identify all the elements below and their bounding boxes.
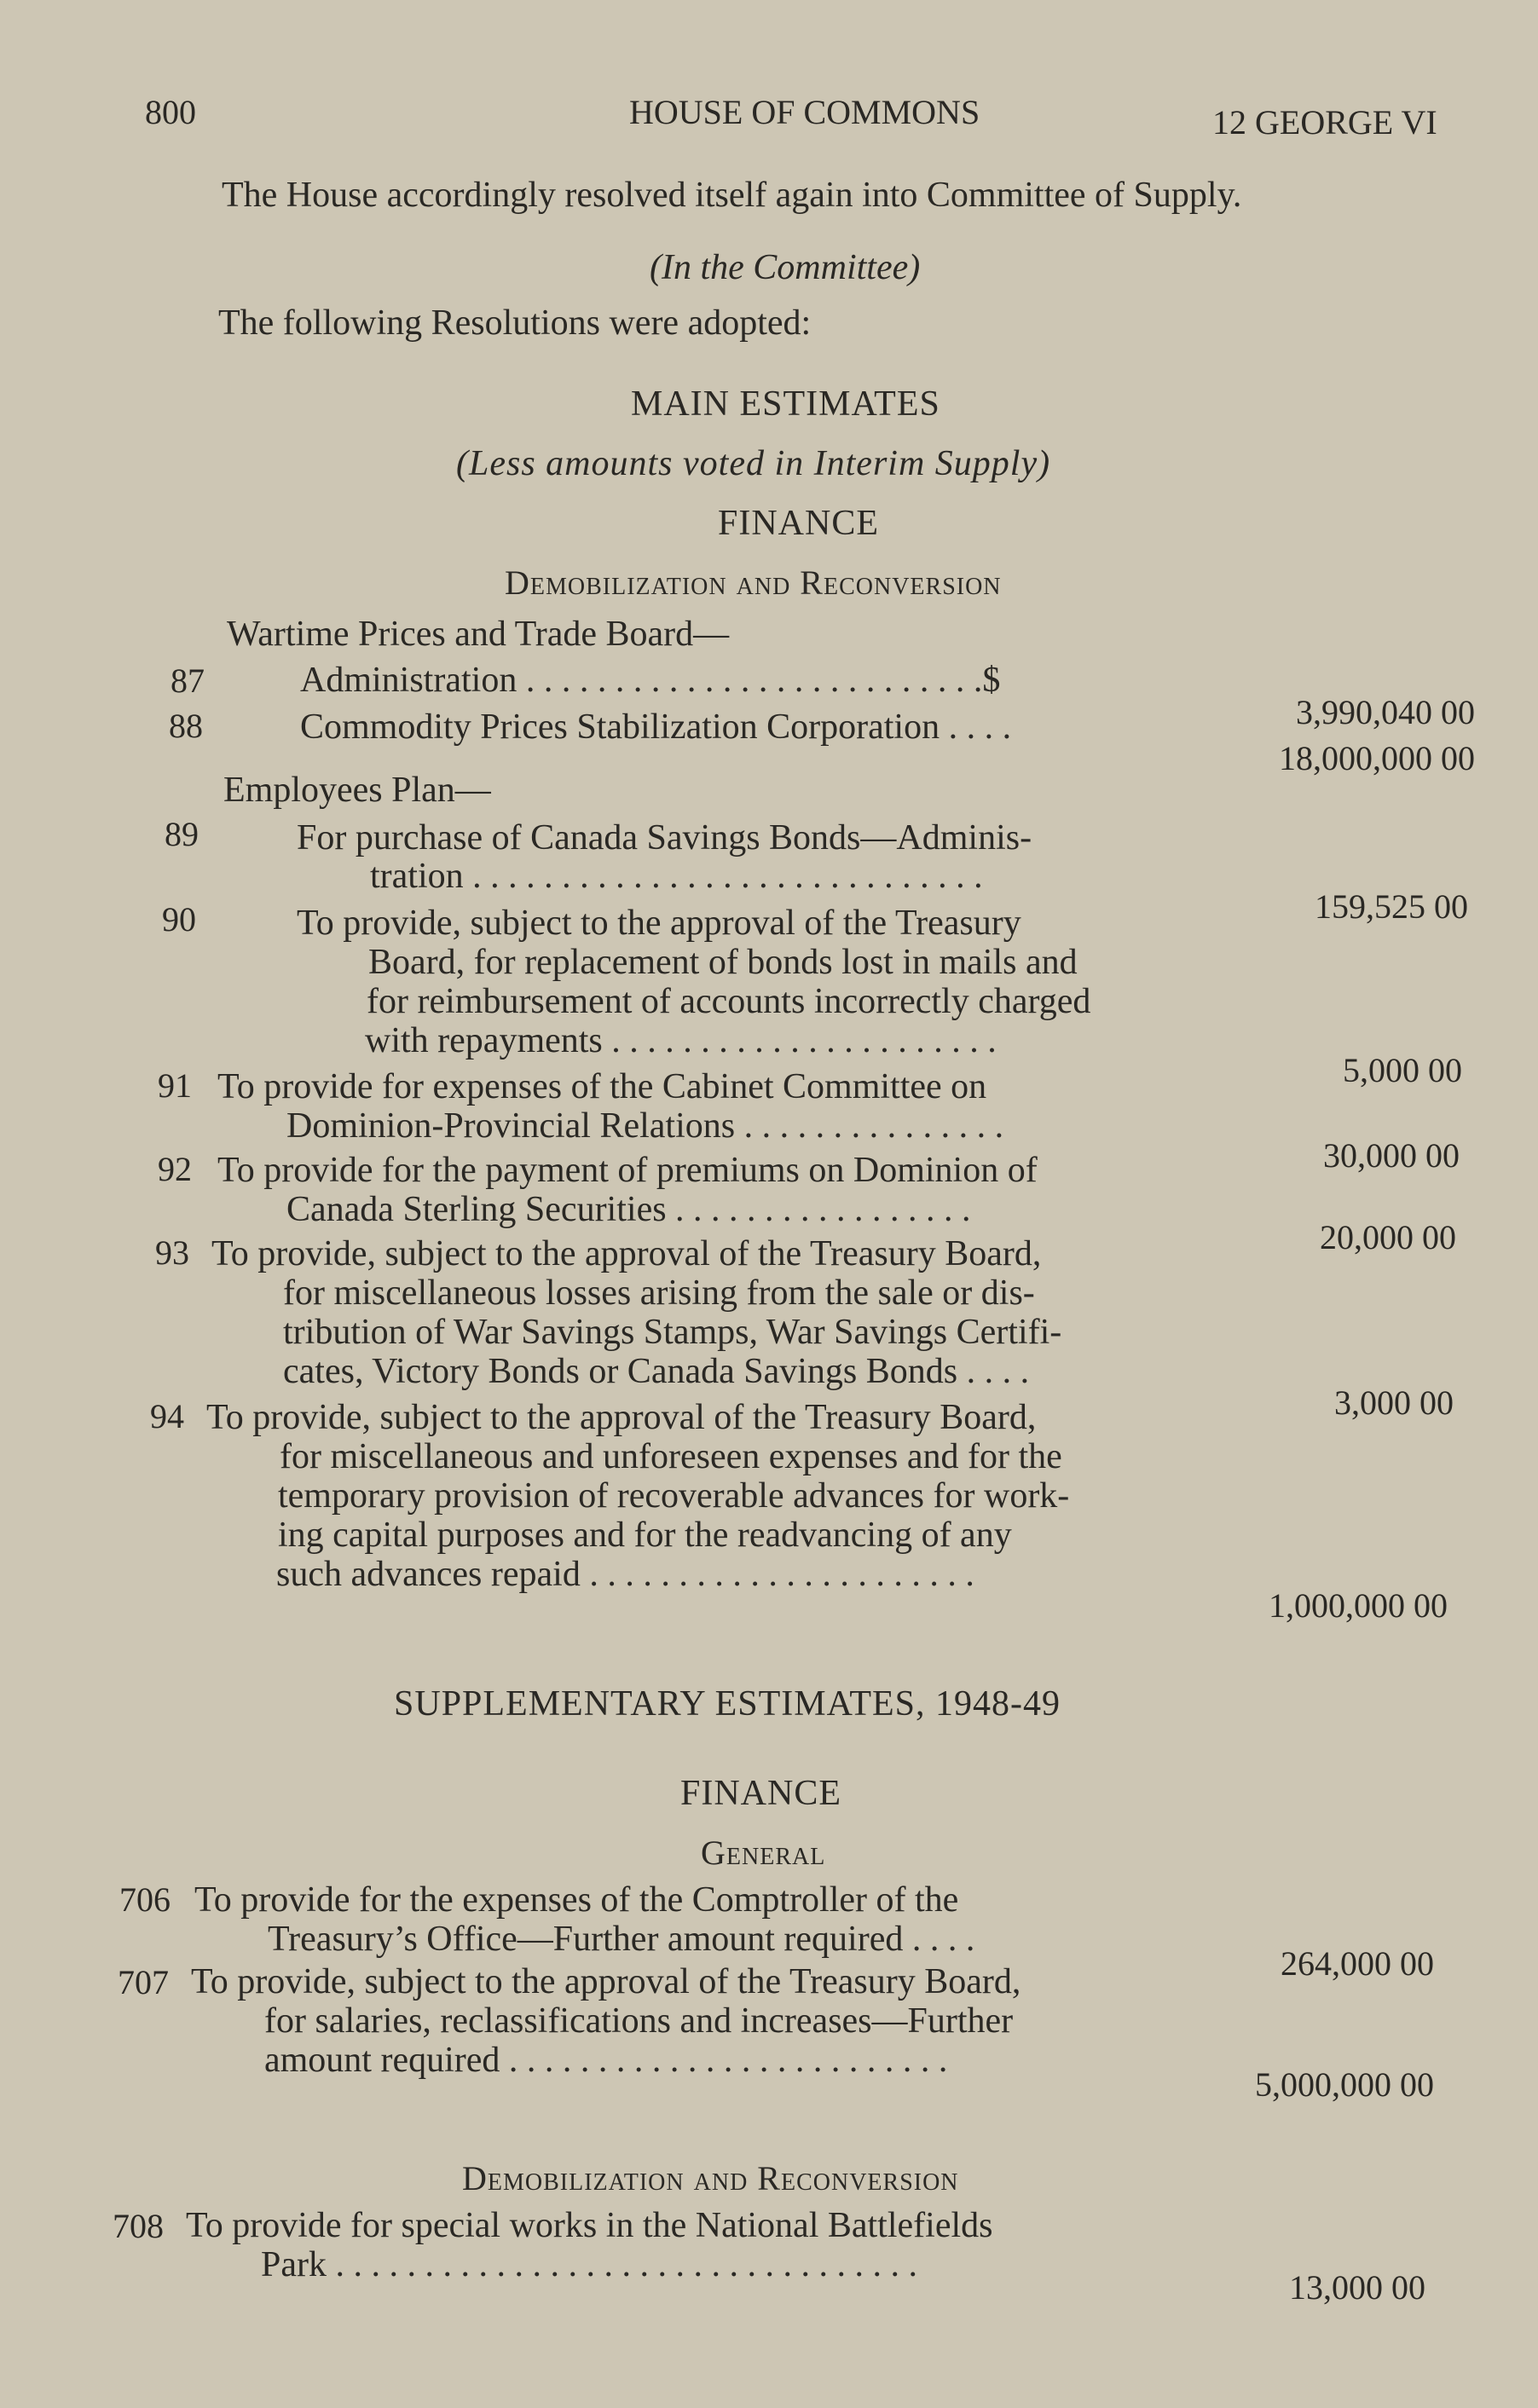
item-description-line: To provide for expenses of the Cabinet Committee on xyxy=(217,1067,987,1106)
supplementary-heading: SUPPLEMENTARY ESTIMATES, 1948-49 xyxy=(394,1684,1061,1724)
item-amount: 159,525 00 xyxy=(1315,887,1468,926)
item-amount: 13,000 00 xyxy=(1289,2268,1425,2307)
item-description-line: Canada Sterling Securities . . . . . . . . . . . . . . . . . xyxy=(286,1190,971,1229)
page-number: 800 xyxy=(145,93,196,131)
item-number: 91 xyxy=(158,1066,192,1105)
item-description-line: for reimbursement of accounts incorrectly charged xyxy=(367,982,1091,1021)
item-description-line: ing capital purposes and for the readvancing of any xyxy=(278,1516,1012,1555)
item-description-line: To provide for the payment of premiums on Dominion of xyxy=(217,1151,1038,1190)
item-description-line: tration . . . . . . . . . . . . . . . . . . . . . . . . . . . . . xyxy=(370,857,983,896)
item-amount: 3,000 00 xyxy=(1334,1383,1454,1422)
item-description: Administration . . . . . . . . . . . . . . . . . . . . . . . . . .$ xyxy=(300,661,1001,700)
main-estimates-subheading: (Less amounts voted in Interim Supply) xyxy=(456,444,1051,483)
item-number: 87 xyxy=(171,661,205,700)
intro-resolved: The House accordingly resolved itself again into Committee of Supply. xyxy=(222,176,1242,215)
item-description-line: To provide for special works in the National Battlefields xyxy=(186,2206,993,2245)
section-general-heading: General xyxy=(701,1833,826,1872)
item-description-line: tribution of War Savings Stamps, War Savings Certifi- xyxy=(283,1313,1062,1352)
main-dept-heading: FINANCE xyxy=(718,504,880,543)
item-amount: 18,000,000 00 xyxy=(1279,739,1475,777)
item-description-line: with repayments . . . . . . . . . . . . . . . . . . . . . . xyxy=(365,1021,997,1060)
item-description-line: amount required . . . . . . . . . . . . . . . . . . . . . . . . . xyxy=(264,2041,948,2080)
item-description-line: Board, for replacement of bonds lost in mails and xyxy=(368,943,1078,982)
item-amount: 3,990,040 00 xyxy=(1296,693,1475,731)
item-description-line: Dominion-Provincial Relations . . . . . . . . . . . . . . . xyxy=(286,1106,1004,1146)
item-description-line: Treasury’s Office—Further amount required . . . . xyxy=(268,1920,975,1959)
intro-adopted: The following Resolutions were adopted: xyxy=(218,303,812,343)
running-title: HOUSE OF COMMONS xyxy=(629,93,980,131)
item-description-line: Park . . . . . . . . . . . . . . . . . . . . . . . . . . . . . . . . . xyxy=(261,2245,917,2284)
item-number: 707 xyxy=(118,1963,169,2001)
item-description-line: for miscellaneous losses arising from the sale or dis- xyxy=(283,1273,1035,1313)
item-amount: 20,000 00 xyxy=(1320,1218,1456,1256)
item-amount: 1,000,000 00 xyxy=(1269,1586,1448,1625)
item-description: Commodity Prices Stabilization Corporation . . . . xyxy=(300,707,1012,747)
item-description-line: To provide, subject to the approval of the Treasury Board, xyxy=(206,1398,1037,1437)
item-description-line: To provide for the expenses of the Comptroller of the xyxy=(194,1880,959,1920)
item-description-line: To provide, subject to the approval of the Treasury Board, xyxy=(191,1962,1021,2001)
item-description-line: temporary provision of recoverable advances for work- xyxy=(278,1476,1070,1516)
item-amount: 30,000 00 xyxy=(1323,1136,1460,1175)
item-amount: 5,000 00 xyxy=(1343,1051,1462,1089)
group-wartime-prices: Wartime Prices and Trade Board— xyxy=(227,615,730,654)
item-number: 92 xyxy=(158,1150,192,1188)
item-amount: 5,000,000 00 xyxy=(1255,2065,1434,2104)
group-employees-plan: Employees Plan— xyxy=(223,771,491,810)
item-number: 94 xyxy=(150,1397,184,1435)
item-description-line: cates, Victory Bonds or Canada Savings Bonds . . . . xyxy=(283,1352,1030,1391)
item-description-line: To provide, subject to the approval of the Treasury xyxy=(297,904,1021,943)
item-number: 90 xyxy=(162,900,196,938)
supplementary-dept-heading: FINANCE xyxy=(680,1774,842,1813)
intro-in-committee: (In the Committee) xyxy=(650,248,921,287)
item-description-line: such advances repaid . . . . . . . . . . . . . . . . . . . . . . xyxy=(276,1555,974,1594)
item-number: 708 xyxy=(113,2207,164,2245)
item-number: 93 xyxy=(155,1233,189,1272)
item-number: 88 xyxy=(169,707,203,745)
main-estimates-heading: MAIN ESTIMATES xyxy=(631,384,940,424)
item-description-line: To provide, subject to the approval of the Treasury Board, xyxy=(211,1234,1042,1273)
item-description-line: for salaries, reclassifications and increases—Further xyxy=(264,2001,1014,2041)
item-number: 706 xyxy=(119,1880,171,1919)
regnal-year: 12 GEORGE VI xyxy=(1212,103,1437,141)
item-number: 89 xyxy=(165,815,199,853)
item-description-line: for miscellaneous and unforeseen expenses and for the xyxy=(280,1437,1062,1476)
section-demob-heading: Demobilization and Reconversion xyxy=(462,2159,959,2197)
main-section-heading: Demobilization and Reconversion xyxy=(505,563,1002,602)
item-amount: 264,000 00 xyxy=(1281,1944,1434,1983)
item-description-line: For purchase of Canada Savings Bonds—Adminis- xyxy=(297,818,1032,858)
